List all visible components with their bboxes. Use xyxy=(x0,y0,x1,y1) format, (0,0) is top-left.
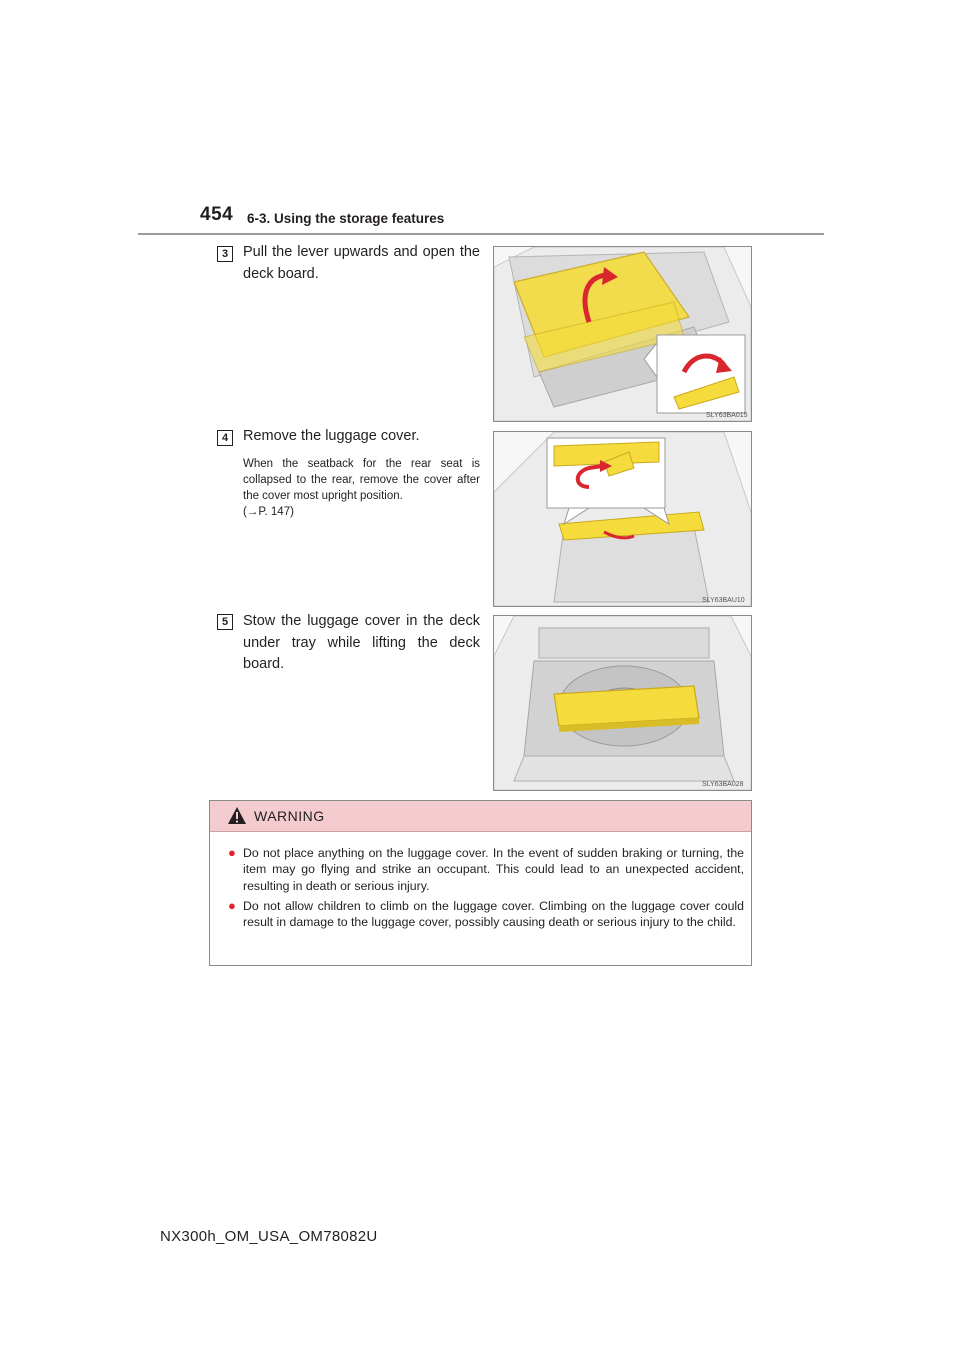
image-code-5: SLY63BA028 xyxy=(702,781,744,788)
step-4-note-text: When the seatback for the rear seat is collapsed to the rear, remove the cover after the cover most upright position. xyxy=(243,458,480,502)
warning-item-1-text: Do not place anything on the luggage cover. In the event of sudden braking or turning, the item may go flying and strike an occupant. This could lead to an unexpected accident, resulting in death or serious injury. xyxy=(243,846,744,893)
step-number-5: 5 xyxy=(217,614,233,630)
illustration-remove-luggage-cover xyxy=(493,431,752,607)
warning-triangle-icon xyxy=(227,806,247,825)
bullet-icon: ● xyxy=(228,898,236,913)
section-title: 6-3. Using the storage features xyxy=(247,211,445,226)
step-number-3: 3 xyxy=(217,246,233,262)
document-code: NX300h_OM_USA_OM78082U xyxy=(160,1228,378,1245)
page-number: 454 xyxy=(200,204,234,225)
warning-item-2-text: Do not allow children to climb on the luggage cover. Climbing on the luggage cover could result in damage to the luggage cover, possibly causing death or serious injury to the child. xyxy=(243,899,744,930)
step-5-text: Stow the luggage cover in the deck under tray while lifting the deck board. xyxy=(243,613,480,672)
warning-header xyxy=(210,801,751,832)
warning-item xyxy=(228,845,744,894)
step-4-text: Remove the luggage cover. xyxy=(243,428,420,444)
warning-title: WARNING xyxy=(254,808,325,824)
illustration-stow-luggage-cover xyxy=(493,615,752,791)
step-number-4: 4 xyxy=(217,430,233,446)
step-4-note xyxy=(243,456,480,520)
image-code-4: SLY63BAU10 xyxy=(702,597,745,604)
header-divider xyxy=(138,233,824,235)
image-code-3: SLY63BA015 xyxy=(706,412,748,419)
illustration-open-deck-board xyxy=(493,246,752,422)
bullet-icon: ● xyxy=(228,845,236,860)
warning-item xyxy=(228,898,744,931)
step-3-text: Pull the lever upwards and open the deck board. xyxy=(243,244,480,282)
warning-box xyxy=(209,800,752,966)
page-reference-link[interactable]: (→P. 147) xyxy=(243,506,294,518)
